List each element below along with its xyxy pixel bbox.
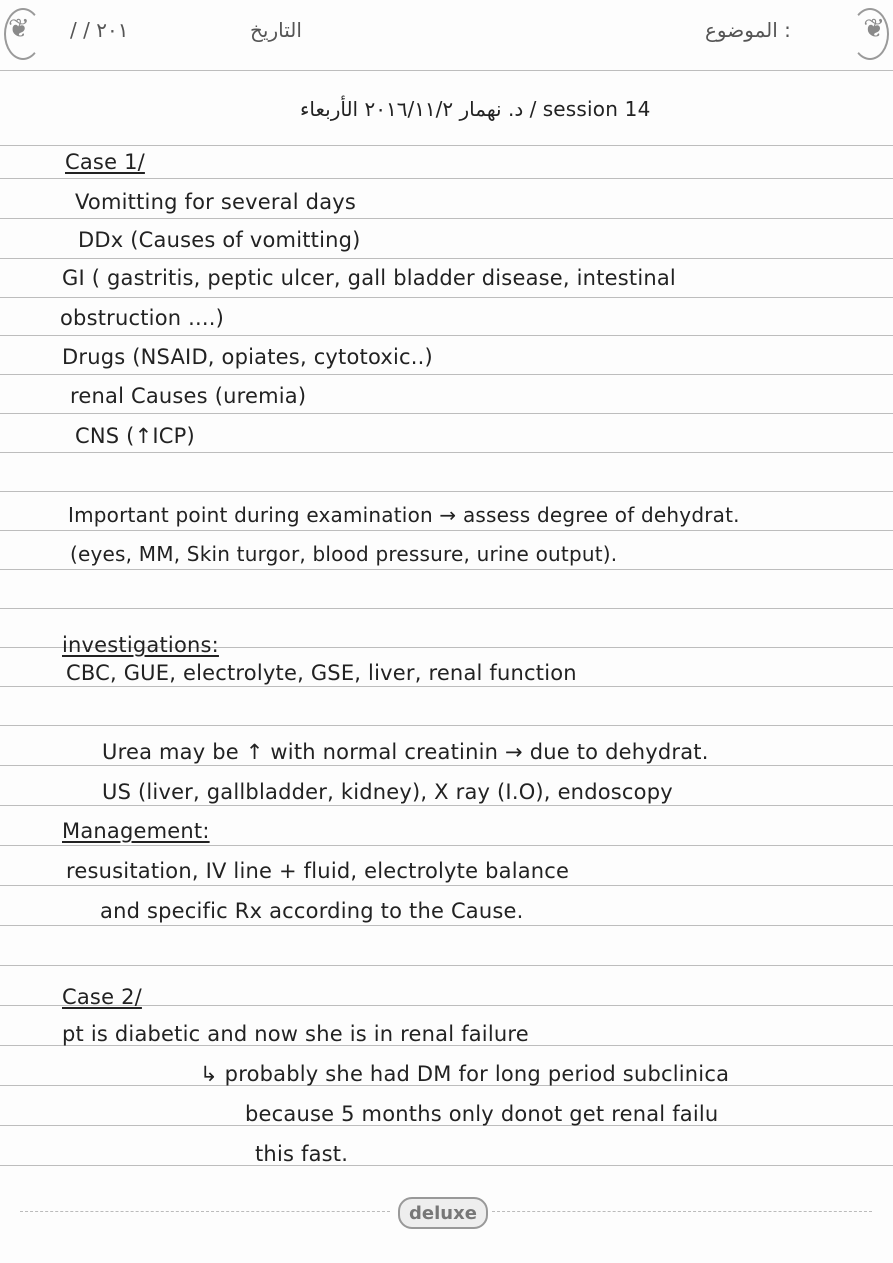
ruled-line (0, 452, 893, 453)
ruled-line (0, 1165, 893, 1166)
ruled-line (0, 965, 893, 966)
case1-line: Drugs (NSAID, opiates, cytotoxic..) (62, 345, 433, 369)
management-line: and specific Rx according to the Cause. (100, 899, 524, 923)
session-heading: د. نهمار ٢٠١٦/١١/٢ الأربعاء / session 14 (300, 97, 651, 121)
case2-line: pt is diabetic and now she is in renal failure (62, 1022, 529, 1046)
case1-line: renal Causes (uremia) (70, 384, 307, 408)
ruled-line (0, 925, 893, 926)
brand-logo: deluxe (398, 1197, 488, 1229)
ruled-line (0, 70, 893, 71)
ruled-line (0, 608, 893, 609)
management-line: resusitation, IV line + fluid, electrolyte balance (66, 859, 570, 883)
ruled-line (0, 178, 893, 179)
case1-line: GI ( gastritis, peptic ulcer, gall bladder disease, intestinal (62, 266, 676, 290)
footer-divider-left (20, 1211, 390, 1212)
exam-line: Important point during examination → assess degree of dehydrat. (68, 503, 740, 527)
ruled-line (0, 530, 893, 531)
header-subject-label: الموضوع : (705, 18, 791, 42)
ruled-line (0, 686, 893, 687)
case1-line: Vomitting for several days (75, 190, 357, 214)
header-date-label: التاريخ (250, 18, 302, 42)
page-header (0, 0, 893, 70)
investigations-title: investigations: (62, 633, 219, 657)
case2-line: this fast. (255, 1142, 349, 1166)
case1-line: obstruction ....) (60, 306, 225, 330)
ruled-line (0, 491, 893, 492)
management-title: Management: (62, 819, 210, 843)
case2-line: because 5 months only donot get renal failu (245, 1102, 719, 1126)
investigations-line: CBC, GUE, electrolyte, GSE, liver, renal function (66, 661, 577, 685)
ruled-line (0, 374, 893, 375)
header-date-value: / / ٢٠١ (70, 18, 129, 42)
ornament-left-icon: ❦ (8, 14, 30, 44)
case1-line: DDx (Causes of vomitting) (78, 228, 361, 252)
ruled-line (0, 145, 893, 146)
footer-divider-right (492, 1211, 872, 1212)
ruled-line (0, 765, 893, 766)
ruled-line (0, 885, 893, 886)
ornament-right-icon: ❦ (863, 14, 885, 44)
ruled-line (0, 218, 893, 219)
ruled-line (0, 569, 893, 570)
exam-line: (eyes, MM, Skin turgor, blood pressure, urine output). (70, 542, 618, 566)
case1-line: CNS (↑ICP) (75, 424, 195, 448)
ruled-line (0, 297, 893, 298)
ruled-line (0, 258, 893, 259)
note-line: US (liver, gallbladder, kidney), X ray (I.O), endoscopy (102, 780, 673, 804)
ruled-line (0, 335, 893, 336)
ruled-line (0, 805, 893, 806)
case1-title: Case 1/ (65, 150, 145, 174)
note-line: Urea may be ↑ with normal creatinin → due to dehydrat. (102, 740, 709, 764)
case2-line: ↳ probably she had DM for long period subclinica (200, 1062, 730, 1086)
ruled-line (0, 725, 893, 726)
ruled-line (0, 845, 893, 846)
ruled-line (0, 413, 893, 414)
case2-title: Case 2/ (62, 985, 142, 1009)
